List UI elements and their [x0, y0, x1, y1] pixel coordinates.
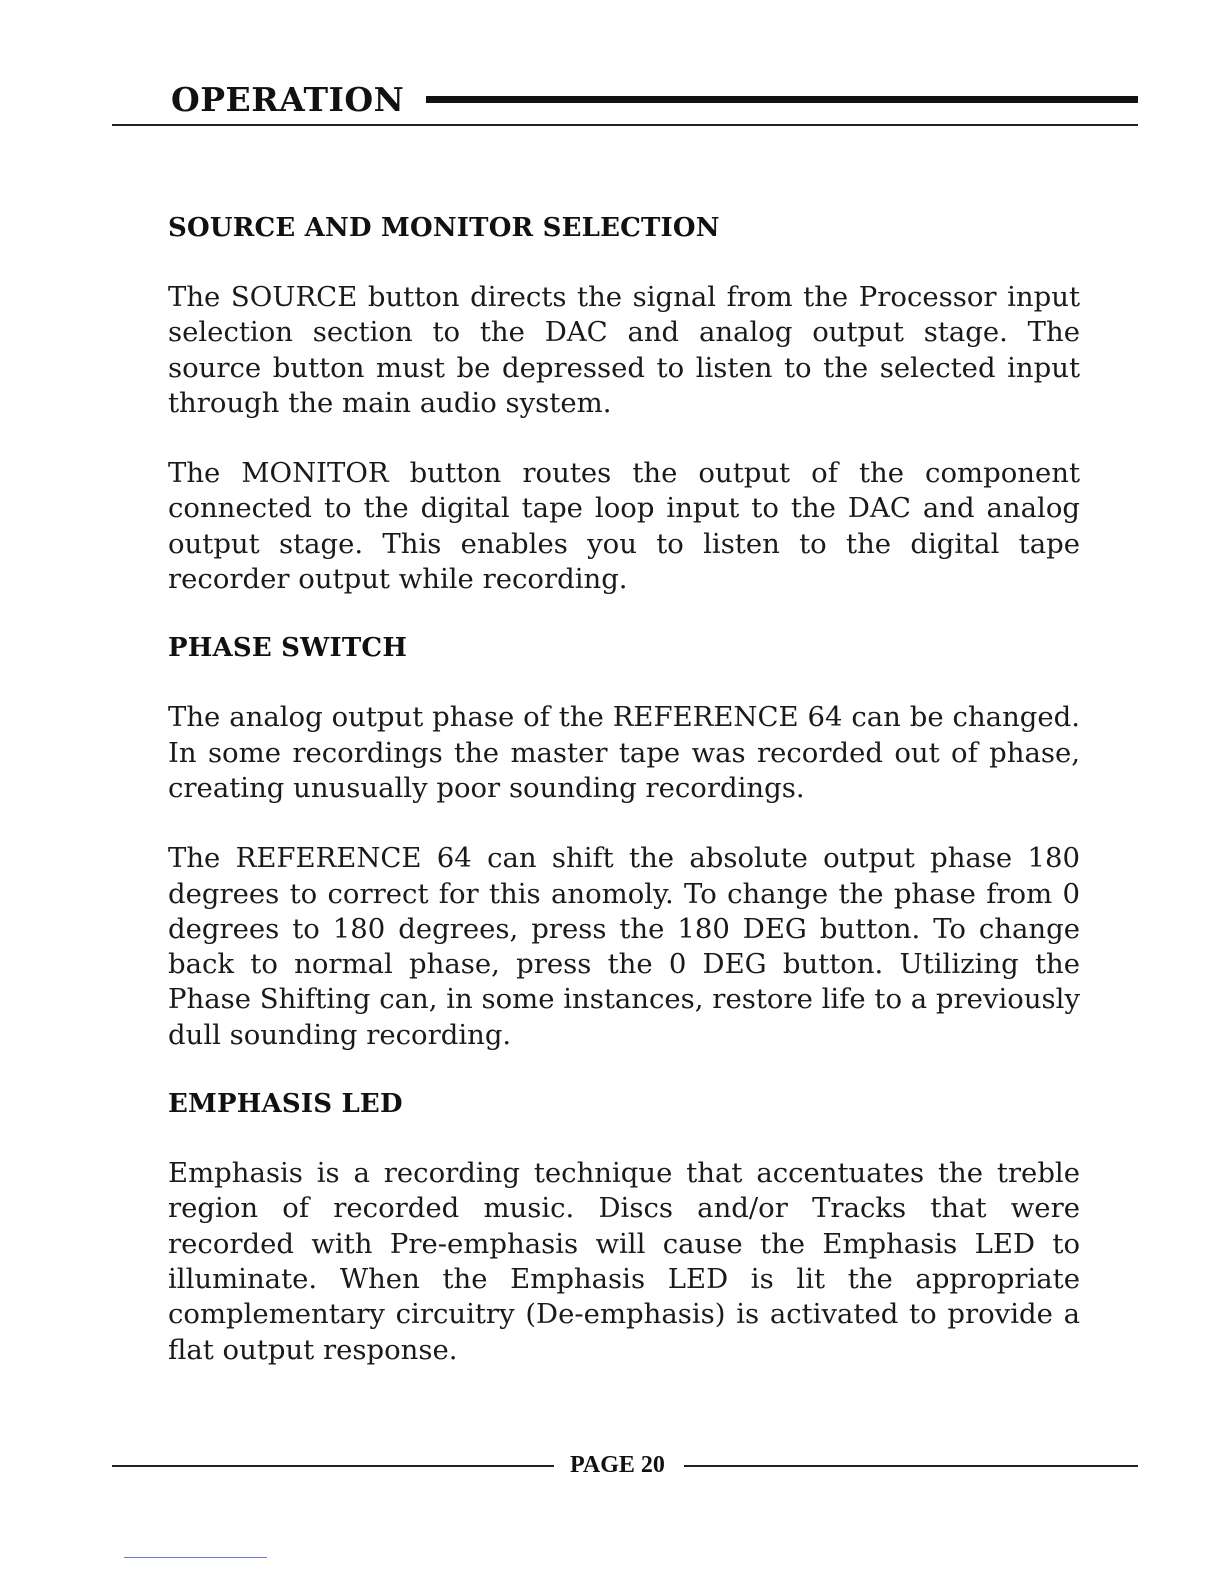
page-number: PAGE 20: [570, 1452, 665, 1478]
section-heading: SOURCE AND MONITOR SELECTION: [168, 213, 720, 243]
page-footer: [112, 1448, 1138, 1482]
section-source-monitor: [168, 212, 1080, 597]
footer-rule-left: [112, 1465, 554, 1467]
page-title: OPERATION: [171, 78, 418, 122]
paragraph: The SOURCE button directs the signal from the Processor input selection section to the DAC and analog output stage. The source button must be depressed to listen to the selected input through the main audio system.: [168, 281, 1080, 419]
section-emphasis-led: [168, 1088, 1080, 1368]
scan-artifact-line: [124, 1557, 267, 1558]
section-heading: EMPHASIS LED: [168, 1089, 403, 1120]
paragraph: Emphasis is a recording technique that accentuates the treble region of recorded music. Discs and/or Tracks that were recorded with Pre-emphasis will cause the Emphasis LED to illuminate. When the Emphasis LED is lit the appropriate complementary circuitry (De-emphasis) is activated to provide a flat output response.: [168, 1157, 1080, 1366]
page-body: [168, 212, 1080, 1403]
header-rule: [426, 96, 1138, 103]
section-heading: PHASE SWITCH: [168, 633, 408, 664]
paragraph: The analog output phase of the REFERENCE 64 can be changed. In some recordings the master tape was recorded out of phase, creating unusually poor sounding recordings.: [168, 701, 1080, 804]
paragraph: The REFERENCE 64 can shift the absolute output phase 180 degrees to correct for this anomoly. To change the phase from 0 degrees to 180 degrees, press the 180 DEG button. To change back to normal phase, press the 0 DEG button. Utilizing the Phase Shifting can, in some instances, restore life to a previously dull sounding recording.: [168, 842, 1080, 1051]
paragraph: The MONITOR button routes the output of the component connected to the digital tape loop input to the DAC and analog output stage. This enables you to listen to the digital tape recorder output while recording.: [168, 457, 1080, 596]
header-underline: [112, 124, 1138, 126]
section-phase-switch: [168, 632, 1080, 1053]
page-header: [168, 78, 1138, 122]
footer-rule-right: [684, 1465, 1138, 1467]
